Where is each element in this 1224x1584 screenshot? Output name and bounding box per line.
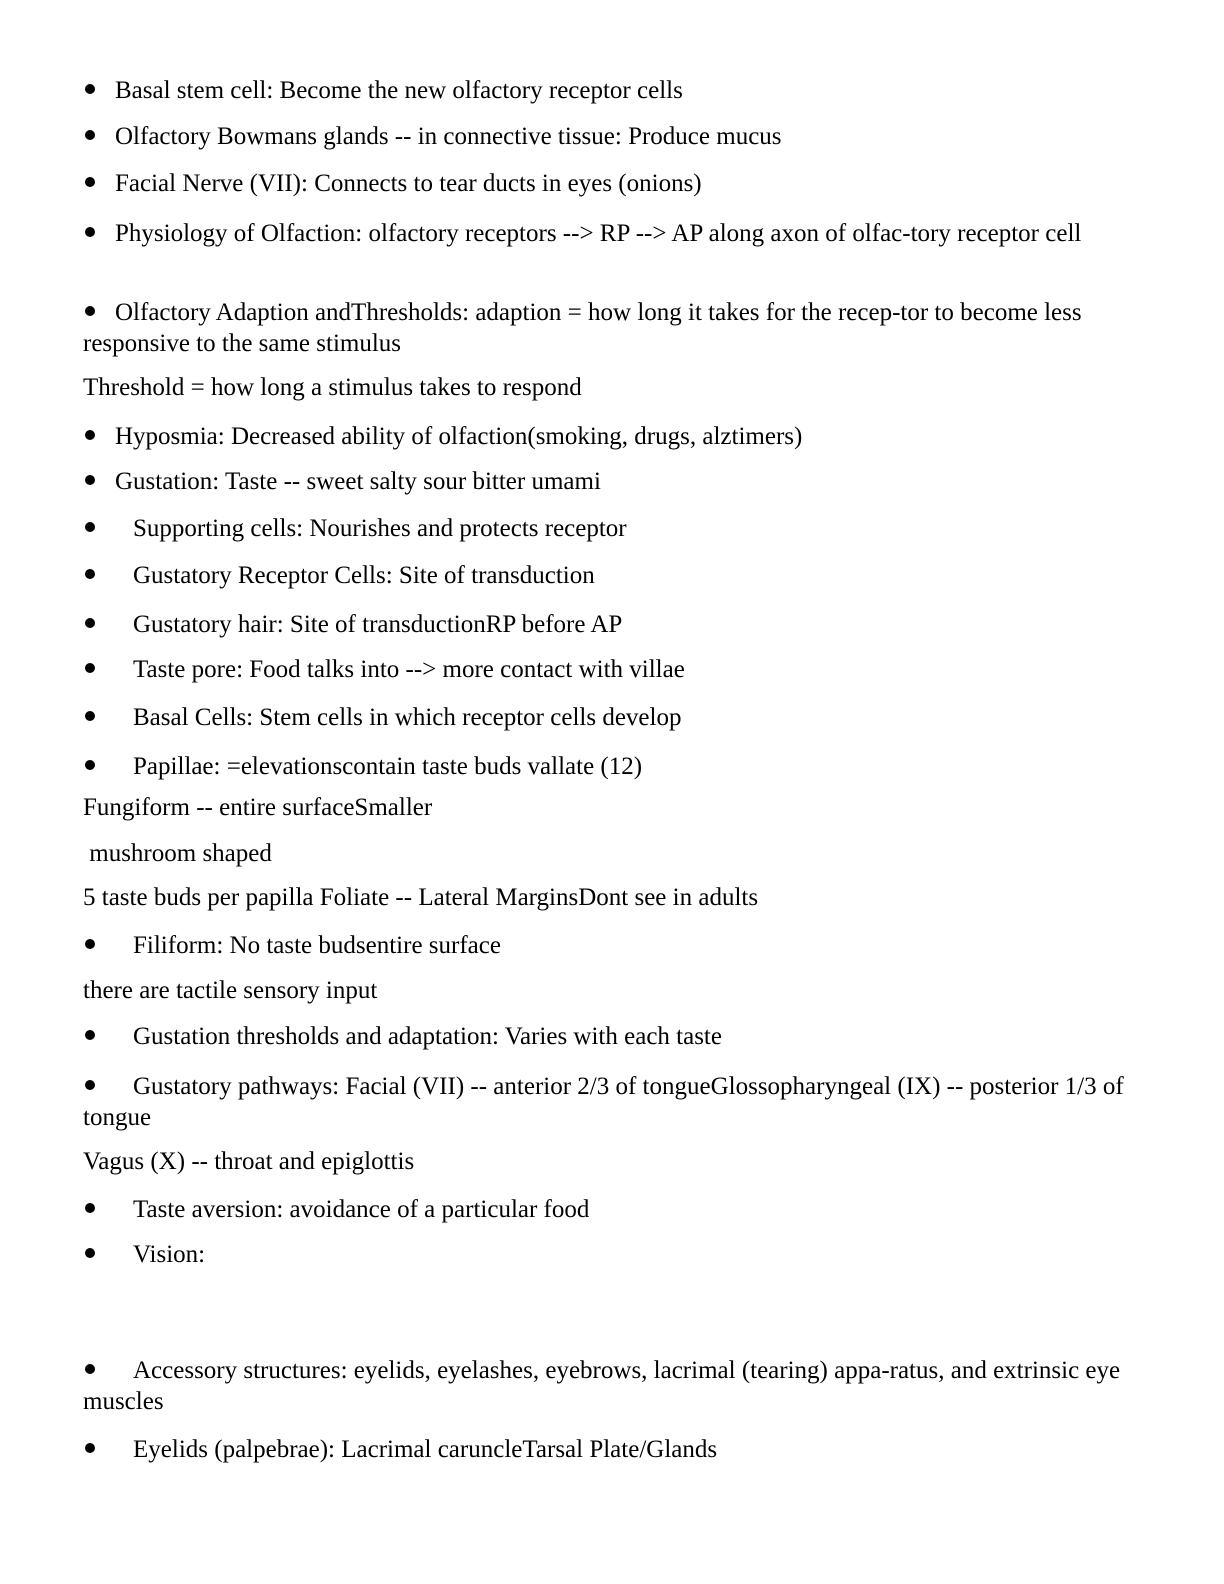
text-line: there are tactile sensory input [83,977,378,1004]
text-line: Fungiform -- entire surfaceSmaller [83,794,433,821]
bullet-icon [85,177,95,187]
bullet-icon [85,1364,95,1374]
list-item: Gustatory hair: Site of transductionRP before AP [83,609,1134,640]
list-item: Supporting cells: Nourishes and protects receptor [83,513,1134,544]
list-item: Vision: [83,1239,1134,1270]
bullet-icon [85,711,95,721]
bullet-icon [85,227,95,237]
list-item: Gustatory Receptor Cells: Site of transduction [83,560,1134,591]
bullet-icon [85,522,95,532]
bullet-icon [85,760,95,770]
list-item: Eyelids (palpebrae): Lacrimal caruncleTarsal Plate/Glands [83,1434,1134,1465]
text-line: mushroom shaped [83,840,272,867]
list-item: Olfactory Bowmans glands -- in connective tissue: Produce mucus [83,121,1134,152]
text-line: Threshold = how long a stimulus takes to respond [83,374,582,401]
bullet-icon [85,1248,95,1258]
list-item: Gustation: Taste -- sweet salty sour bitter umami [83,466,1134,497]
bullet-icon [85,130,95,140]
bullet-icon [85,1443,95,1453]
bullet-icon [85,939,95,949]
text-line: Vagus (X) -- throat and epiglottis [83,1148,415,1175]
list-item: Hyposmia: Decreased ability of olfaction(smoking, drugs, alztimers) [83,421,1134,452]
list-item: Basal Cells: Stem cells in which receptor cells develop [83,702,1134,733]
list-item: Gustation thresholds and adaptation: Varies with each taste [83,1021,1134,1052]
bullet-icon [85,1080,95,1090]
list-item: Basal stem cell: Become the new olfactory receptor cells [83,75,1134,106]
list-item: Physiology of Olfaction: olfactory receptors --> RP --> AP along axon of olfac-tory receptor cell [83,218,1134,249]
list-item: Taste aversion: avoidance of a particular food [83,1194,1134,1225]
bullet-icon [85,306,95,316]
text-line: 5 taste buds per papilla Foliate -- Lateral MarginsDont see in adults [83,884,759,911]
list-item: Taste pore: Food talks into --> more contact with villae [83,654,1134,685]
bullet-icon [85,618,95,628]
bullet-icon [85,569,95,579]
bullet-icon [85,663,95,673]
bullet-icon [85,430,95,440]
list-item: Accessory structures: eyelids, eyelashes, eyebrows, lacrimal (tearing) appa-ratus, and extrinsic eye muscles [83,1357,1121,1415]
bullet-icon [85,1203,95,1213]
list-item: Filiform: No taste budsentire surface [83,930,1134,961]
list-item: Olfactory Adaption andThresholds: adaption = how long it takes for the recep-tor to become less responsive to the same stimulus [83,299,1082,357]
bullet-icon [85,84,95,94]
list-item: Facial Nerve (VII): Connects to tear ducts in eyes (onions) [83,168,1134,199]
list-item: Papillae: =elevationscontain taste buds vallate (12) [83,751,1134,782]
list-item: Gustatory pathways: Facial (VII) -- anterior 2/3 of tongueGlossopharyngeal (IX) -- posterior 1/3 of tongue [83,1073,1124,1131]
bullet-icon [85,1030,95,1040]
bullet-icon [85,475,95,485]
